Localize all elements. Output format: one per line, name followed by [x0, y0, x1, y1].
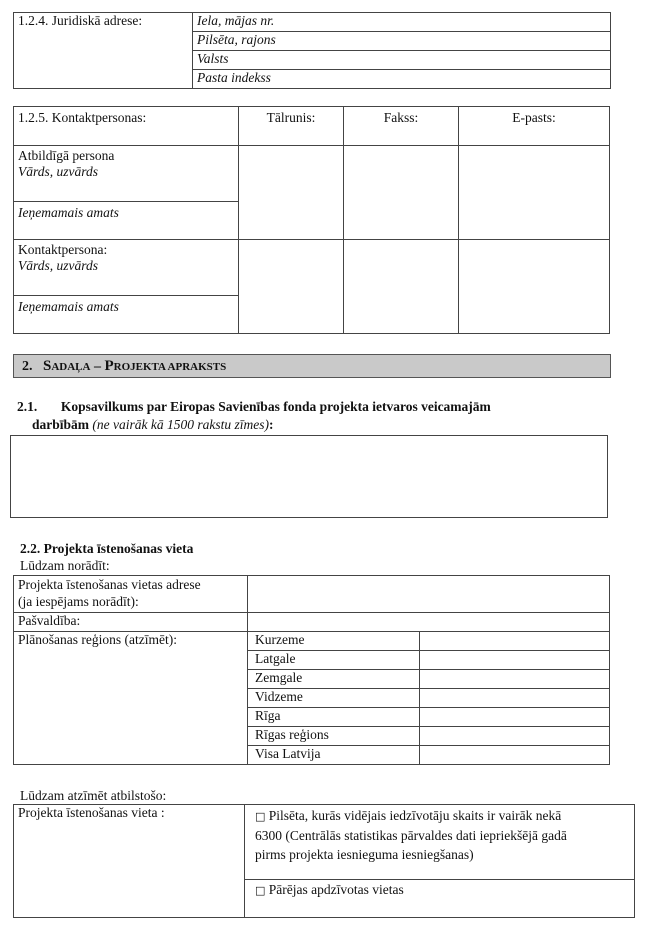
- location-type-label: Projekta īstenošanas vieta :: [14, 805, 245, 918]
- contact-person-title: Kontaktpersona:: [18, 242, 108, 257]
- summary-text-1: Kopsavilkums par Eiropas Savienības fonda projekta ietvaros veicamajām: [60, 399, 491, 414]
- section-2-header: [13, 354, 611, 378]
- contact-person-cell: [14, 240, 239, 334]
- region-rigas-regions: Rīgas reģions: [248, 727, 420, 746]
- municipality-label: Pašvaldība:: [14, 613, 248, 632]
- region-vidzeme-mark[interactable]: [420, 689, 610, 708]
- responsible-email-field[interactable]: [459, 146, 610, 240]
- section-2-number: 2.: [22, 359, 33, 374]
- contact-position-field[interactable]: Ieņemamais amats: [18, 299, 119, 314]
- fax-column-header: Fakss:: [344, 107, 459, 146]
- region-rigas-regions-mark[interactable]: [420, 727, 610, 746]
- location-type-intro: Lūdzam atzīmēt atbilstošo:: [20, 788, 167, 803]
- summary-colon: :: [268, 417, 274, 432]
- location-intro: Lūdzam norādīt:: [20, 558, 110, 573]
- region-kurzeme-mark[interactable]: [420, 632, 610, 651]
- option-city-line3: pirms projekta iesnieguma iesniegšanas): [255, 847, 474, 862]
- option-other-cell[interactable]: [245, 880, 635, 918]
- summary-number: 2.1.: [17, 399, 38, 414]
- option-city-line1: Pilsēta, kurās vidējais iedzīvotāju skaits ir vairāk nekā: [268, 808, 562, 823]
- address-field[interactable]: [248, 576, 610, 613]
- location-type-table: [13, 804, 635, 918]
- responsible-person-title: Atbildīgā persona: [18, 148, 115, 163]
- phone-column-header: Tālrunis:: [239, 107, 344, 146]
- contact-phone-field[interactable]: [239, 240, 344, 334]
- section-2-title-s: S: [43, 358, 52, 374]
- address-label-1: Projekta īstenošanas vietas adrese: [18, 577, 201, 592]
- section-2-dash: –: [90, 359, 105, 374]
- address-label-cell: [14, 576, 248, 613]
- email-column-header: E-pasts:: [459, 107, 610, 146]
- region-label: Plānošanas reģions (atzīmēt):: [14, 632, 248, 765]
- postcode-field[interactable]: Pasta indekss: [193, 70, 611, 89]
- option-city-line2: 6300 (Centrālās statistikas pārvaldes dati iepriekšējā gadā: [255, 828, 567, 843]
- region-visa-latvija: Visa Latvija: [248, 746, 420, 765]
- option-city-cell[interactable]: [245, 805, 635, 880]
- checkbox-other-icon[interactable]: □: [255, 884, 266, 897]
- address-label-2: (ja iespējams norādīt):: [18, 594, 139, 609]
- contacts-label: 1.2.5. Kontaktpersonas:: [14, 107, 239, 146]
- responsible-name-field[interactable]: Vārds, uzvārds: [18, 164, 99, 179]
- region-zemgale-mark[interactable]: [420, 670, 610, 689]
- country-field[interactable]: Valsts: [193, 51, 611, 70]
- section-2-title-rest: ROJEKTA APRAKSTS: [113, 361, 227, 373]
- responsible-phone-field[interactable]: [239, 146, 344, 240]
- region-vidzeme: Vidzeme: [248, 689, 420, 708]
- location-table: [13, 575, 610, 765]
- contact-fax-field[interactable]: [344, 240, 459, 334]
- responsible-position-field[interactable]: Ieņemamais amats: [18, 205, 119, 220]
- responsible-fax-field[interactable]: [344, 146, 459, 240]
- municipality-field[interactable]: [248, 613, 610, 632]
- city-field[interactable]: Pilsēta, rajons: [193, 32, 611, 51]
- region-riga-mark[interactable]: [420, 708, 610, 727]
- legal-address-label: 1.2.4. Juridiskā adrese:: [14, 13, 193, 89]
- region-zemgale: Zemgale: [248, 670, 420, 689]
- region-latgale: Latgale: [248, 651, 420, 670]
- contacts-table: [13, 106, 610, 334]
- region-kurzeme: Kurzeme: [248, 632, 420, 651]
- region-latgale-mark[interactable]: [420, 651, 610, 670]
- section-2-title-p: P: [104, 358, 114, 374]
- region-riga: Rīga: [248, 708, 420, 727]
- checkbox-city-icon[interactable]: □: [255, 810, 266, 823]
- contact-email-field[interactable]: [459, 240, 610, 334]
- location-section-title: 2.2. Projekta īstenošanas vieta: [20, 541, 194, 556]
- summary-text-2: darbībām: [32, 417, 90, 432]
- section-2-title-sadala: ADAĻA: [51, 361, 91, 373]
- summary-textbox[interactable]: [10, 435, 608, 518]
- street-field[interactable]: Iela, mājas nr.: [193, 13, 611, 32]
- summary-limit-note: (ne vairāk kā 1500 rakstu zīmes): [92, 417, 269, 432]
- option-other-label: Pārējas apdzīvotas vietas: [268, 882, 404, 897]
- summary-question-line2: [32, 416, 273, 433]
- responsible-person-cell: [14, 146, 239, 240]
- legal-address-table: [13, 12, 611, 89]
- contact-name-field[interactable]: Vārds, uzvārds: [18, 258, 99, 273]
- summary-question: [17, 398, 607, 415]
- region-visa-latvija-mark[interactable]: [420, 746, 610, 765]
